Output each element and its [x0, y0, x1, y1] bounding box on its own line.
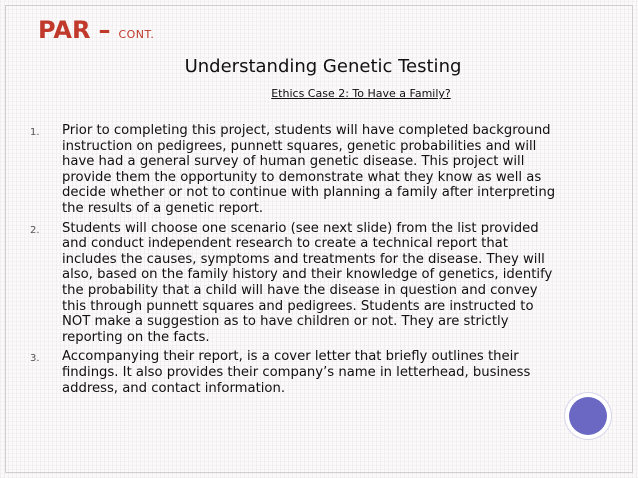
list-item: [30, 221, 558, 346]
list-text: Students will choose one scenario (see next slide) from the list provided and conduct independent research to create a technical report that includes the causes, symptoms and treatments for the disease. They will also, based on the family history and their knowledge of genetics, identify the probability that a child will have the disease in question and convey this through punnett squares and pedigrees. Students are instructed to NOT make a suggestion as to have children or not. They are strictly reporting on the facts.: [62, 220, 553, 345]
slide-subtitle: Understanding Genetic Testing: [184, 56, 462, 77]
list-item: [30, 349, 558, 396]
list-number: 3.: [30, 353, 40, 365]
list-number: 1.: [30, 127, 40, 138]
list-item: [30, 123, 558, 217]
title-main: PAR: [38, 16, 91, 44]
numbered-list: [30, 123, 558, 400]
list-text: Prior to completing this project, students will have completed background instruction on pedigrees, punnett squares, genetic probabilities and will have had a general survey of human genetic disease. This project will provide them the opportunity to demonstrate what they know as well as decide whether or not to continue with planning a family after interpreting the results of a genetic report.: [62, 123, 556, 216]
case-title: Ethics Case 2: To Have a Family?: [271, 87, 451, 100]
list-number: 2.: [30, 224, 40, 236]
title-dash: –: [98, 16, 111, 44]
title-cont: CONT.: [118, 28, 155, 41]
list-text: Accompanying their report, is a cover letter that briefly outlines their findings. It also provides their company’s name in letterhead, business address, and contact information.: [62, 349, 531, 396]
decorative-circle: [569, 397, 607, 435]
slide-title: [38, 18, 154, 42]
